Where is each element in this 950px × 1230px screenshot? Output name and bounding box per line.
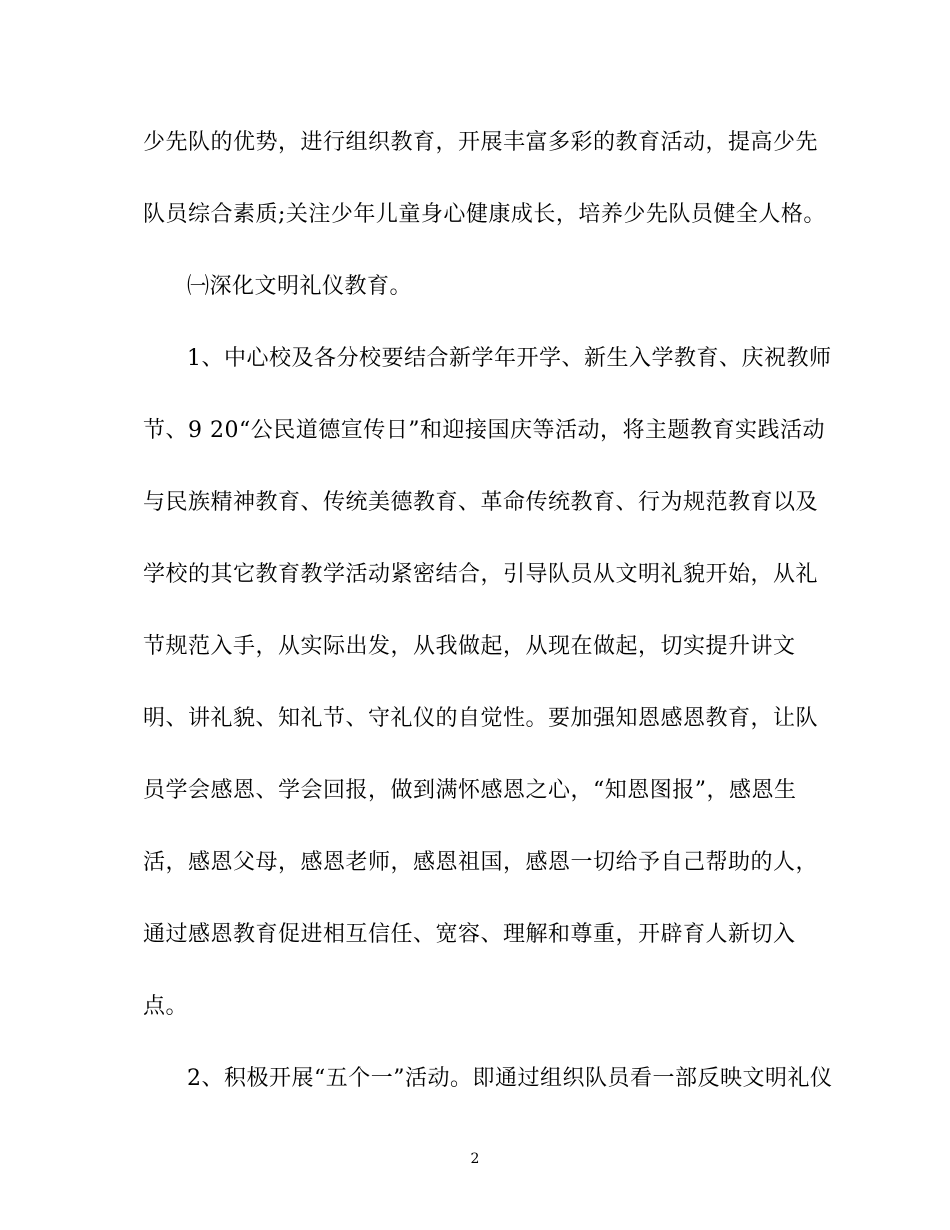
body-text-line: 员学会感恩、学会回报，做到满怀感恩之心，“知恩图报”，感恩生 (143, 778, 797, 803)
body-text-line: 队员综合素质;关注少年儿童身心健康成长，培养少先队员健全人格。 (143, 202, 826, 227)
body-text-line: 节、9 20“公民道德宣传日”和迎接国庆等活动，将主题教育实践活动 (143, 418, 825, 443)
body-text-line: 少先队的优势，进行组织教育，开展丰富多彩的教育活动，提高少先 (143, 130, 819, 155)
page-number: 2 (470, 1151, 480, 1167)
body-text-line: 与民族精神教育、传统美德教育、革命传统教育、行为规范教育以及 (143, 490, 819, 515)
section-heading: ㈠深化文明礼仪教育。 (187, 274, 413, 299)
body-text-line: 2、积极开展“五个一”活动。即通过组织队员看一部反映文明礼仪 (187, 1066, 833, 1091)
body-text-line: 学校的其它教育教学活动紧密结合，引导队员从文明礼貌开始，从礼 (143, 562, 819, 587)
body-text-line: 点。 (143, 994, 189, 1019)
body-text-line: 明、讲礼貌、知礼节、守礼仪的自觉性。要加强知恩感恩教育，让队 (143, 706, 819, 731)
body-text-line: 1、中心校及各分校要结合新学年开学、新生入学教育、庆祝教师 (187, 346, 832, 371)
body-text-line: 节规范入手，从实际出发，从我做起，从现在做起，切实提升讲文 (143, 634, 796, 659)
body-text-line: 通过感恩教育促进相互信任、宽容、理解和尊重，开辟育人新切入 (143, 922, 796, 947)
body-text-line: 活，感恩父母，感恩老师，感恩祖国，感恩一切给予自己帮助的人， (143, 850, 819, 875)
